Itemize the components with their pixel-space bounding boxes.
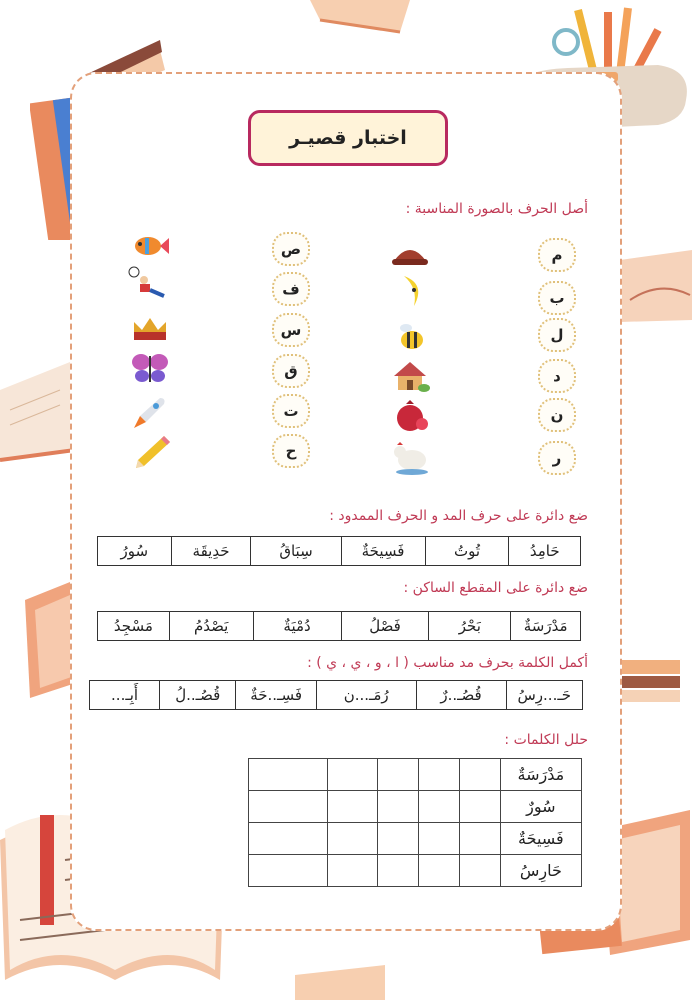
long-vowel-row [97,536,581,566]
table-row [249,823,582,855]
answer-cell[interactable] [249,791,328,823]
answer-cell[interactable] [249,823,328,855]
analyze-word: حَارِسُ [500,855,581,887]
word-cell[interactable]: يَصْدُمُ [169,612,253,641]
match-letter[interactable]: ب [538,281,576,315]
match-letter[interactable]: ح [272,434,310,468]
pomegranate-icon[interactable] [392,398,432,434]
fish-icon[interactable] [130,228,170,264]
book-top-center-icon [300,0,420,40]
answer-cell[interactable] [459,855,500,887]
match-letter[interactable]: ر [538,441,576,475]
analyze-grid [248,758,582,887]
answer-cell[interactable] [459,791,500,823]
answer-cell[interactable] [249,855,328,887]
analyze-word: سُورٌ [500,791,581,823]
crown-icon[interactable] [130,310,170,346]
section-long-vowel-heading: ضع دائرة على حرف المد و الحرف الممدود : [329,508,588,524]
complete-row [89,680,583,710]
word-cell[interactable]: فَصْلُ [341,612,429,641]
answer-cell[interactable] [459,759,500,791]
match-letter[interactable]: ت [272,394,310,428]
pencil-icon[interactable] [132,434,172,470]
hat-icon[interactable] [390,235,430,271]
word-cell[interactable]: سِبَاقُ [251,537,341,566]
hen-icon[interactable] [390,440,430,476]
answer-cell[interactable] [419,759,460,791]
butterfly-icon[interactable] [130,350,170,386]
page-title: اختبار قصيـر [289,127,407,149]
match-letter[interactable]: ص [272,232,310,266]
word-cell[interactable]: رُمَـ...ن [316,681,416,710]
table-row [249,759,582,791]
match-letter[interactable]: ل [538,318,576,352]
answer-cell[interactable] [378,759,419,791]
match-letter[interactable]: م [538,238,576,272]
word-cell[interactable]: مَسْجِدُ [98,612,170,641]
answer-cell[interactable] [378,855,419,887]
house-icon[interactable] [390,358,430,394]
open-book-left-icon [0,350,75,470]
football-player-icon[interactable] [126,266,166,302]
word-cell[interactable]: تُوتُ [425,537,509,566]
word-cell[interactable]: حَدِيقَة [171,537,251,566]
match-letter[interactable]: ن [538,398,576,432]
word-cell[interactable]: قُصُـ..رٌ [416,681,506,710]
section-sakin-heading: ضع دائرة على المقطع الساكن : [403,580,588,596]
analyze-word: فَسِيحَةٌ [500,823,581,855]
word-cell[interactable]: حَـ...رِسُ [506,681,583,710]
answer-cell[interactable] [327,855,377,887]
word-cell[interactable]: دُمْيَةٌ [253,612,341,641]
section-match-heading: أصل الحرف بالصورة المناسبة : [405,201,588,217]
table-row [249,855,582,887]
title-box [248,110,448,166]
sakin-row [97,611,581,641]
word-cell[interactable]: سُورُ [98,537,172,566]
answer-cell[interactable] [378,791,419,823]
word-cell[interactable]: قُصُـ..لُ [160,681,236,710]
word-cell[interactable]: حَامِدُ [509,537,581,566]
banana-icon[interactable] [392,272,432,308]
bee-icon[interactable] [392,318,432,354]
rocket-icon[interactable] [130,394,170,430]
answer-cell[interactable] [327,759,377,791]
word-cell[interactable]: أَبِـ... [90,681,160,710]
match-letter[interactable]: ف [272,272,310,306]
word-cell[interactable]: فَسِـ..حَةٌ [236,681,316,710]
word-cell[interactable]: فَسِيحَةٌ [341,537,425,566]
notebook-right-icon [620,250,692,330]
match-letter[interactable]: ق [272,354,310,388]
answer-cell[interactable] [459,823,500,855]
answer-cell[interactable] [419,823,460,855]
answer-cell[interactable] [327,791,377,823]
table-row [249,791,582,823]
section-complete-heading: أكمل الكلمة بحرف مد مناسب ( ا ، و ، ي ، ي ) : [307,655,588,671]
book-stack-right-icon [620,650,692,710]
answer-cell[interactable] [249,759,328,791]
match-letter[interactable]: د [538,359,576,393]
book-bottom-center-icon [290,965,390,1000]
answer-cell[interactable] [378,823,419,855]
answer-cell[interactable] [327,823,377,855]
match-letter[interactable]: س [272,313,310,347]
word-cell[interactable]: بَحْرُ [429,612,511,641]
answer-cell[interactable] [419,855,460,887]
analyze-word: مَدْرَسَةٌ [500,759,581,791]
word-cell[interactable]: مَدْرَسَةٌ [511,612,581,641]
answer-cell[interactable] [419,791,460,823]
section-analyze-heading: حلل الكلمات : [504,732,588,748]
